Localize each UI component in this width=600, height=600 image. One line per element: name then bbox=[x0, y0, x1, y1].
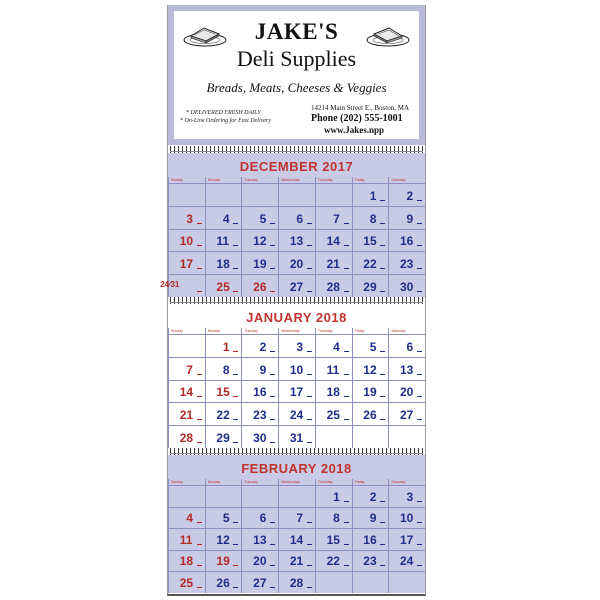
day-cell bbox=[315, 571, 352, 593]
day-divider-mark bbox=[417, 291, 422, 292]
day-divider-mark bbox=[233, 223, 238, 224]
day-number: 9 bbox=[369, 511, 377, 526]
day-divider-mark bbox=[197, 442, 202, 443]
bullet-online-ordering: * On-Line Ordering for Fast Delivery bbox=[180, 118, 271, 124]
weekday-label: Sunday bbox=[168, 479, 205, 485]
day-number: 11 bbox=[216, 234, 230, 249]
day-number: 22 bbox=[216, 408, 230, 423]
day-divider-mark bbox=[380, 351, 385, 352]
weekday-label: Tuesday bbox=[241, 328, 278, 334]
day-number: 14 bbox=[289, 532, 304, 547]
day-divider-mark bbox=[270, 291, 275, 292]
day-number: 31 bbox=[289, 431, 304, 445]
day-number: 26 bbox=[216, 576, 230, 590]
day-number: 6 bbox=[259, 511, 267, 526]
day-divider-mark bbox=[344, 374, 349, 375]
day-divider-mark bbox=[197, 291, 202, 292]
day-number: 25 bbox=[216, 280, 230, 294]
day-number: 1 bbox=[333, 489, 340, 504]
day-divider-mark bbox=[344, 396, 349, 397]
day-divider-mark bbox=[417, 374, 422, 375]
day-divider-mark bbox=[270, 268, 275, 269]
day-divider-mark bbox=[270, 223, 275, 224]
day-number: 22 bbox=[363, 257, 377, 272]
month-title: JANUARY 2018 bbox=[246, 310, 347, 325]
day-divider-mark bbox=[307, 442, 312, 443]
day-number: 16 bbox=[253, 385, 267, 400]
day-number: 23 bbox=[363, 554, 377, 569]
weekday-label: Friday bbox=[352, 177, 389, 183]
day-number: 2 bbox=[259, 339, 267, 354]
weekday-label: Friday bbox=[352, 328, 389, 334]
day-divider-mark bbox=[380, 544, 385, 545]
day-number: 23 bbox=[253, 408, 267, 423]
day-cell bbox=[388, 571, 425, 593]
weekday-label: Saturday bbox=[388, 177, 425, 183]
month-title: DECEMBER 2017 bbox=[239, 159, 354, 174]
day-number: 30 bbox=[253, 431, 267, 445]
day-number: 17 bbox=[179, 257, 194, 272]
weekday-label: Saturday bbox=[388, 328, 425, 334]
day-divider-mark bbox=[307, 587, 312, 588]
day-number: 6 bbox=[296, 211, 304, 226]
day-number: 10 bbox=[289, 362, 304, 377]
day-grid bbox=[168, 334, 425, 448]
day-divider-mark bbox=[417, 544, 422, 545]
wall-calendar bbox=[160, 5, 426, 596]
day-number: 18 bbox=[326, 385, 340, 400]
day-number: 14 bbox=[326, 234, 340, 249]
day-number: 5 bbox=[222, 511, 230, 526]
day-grid bbox=[160, 183, 425, 297]
day-number: 21 bbox=[289, 554, 304, 569]
day-number: 7 bbox=[186, 362, 193, 377]
day-divider-mark bbox=[307, 396, 312, 397]
day-divider-mark bbox=[417, 565, 422, 566]
day-number: 25 bbox=[326, 408, 340, 423]
day-number: 2 bbox=[406, 188, 414, 203]
day-divider-mark bbox=[417, 419, 422, 420]
day-number: 22 bbox=[326, 554, 340, 569]
day-divider-mark bbox=[344, 245, 349, 246]
bullet-delivery: * DELIVERED FRESH DAILY bbox=[186, 110, 261, 116]
day-divider-mark bbox=[344, 544, 349, 545]
month-block-2 bbox=[168, 455, 425, 593]
advertiser-header bbox=[168, 5, 425, 145]
day-number: 15 bbox=[363, 234, 377, 249]
day-cell bbox=[168, 485, 205, 507]
day-number: 8 bbox=[369, 211, 377, 226]
day-divider-mark bbox=[233, 565, 238, 566]
day-number: 29 bbox=[216, 431, 230, 445]
day-divider-mark bbox=[344, 268, 349, 269]
day-divider-mark bbox=[307, 419, 312, 420]
header-panel bbox=[174, 11, 419, 139]
day-divider-mark bbox=[270, 419, 275, 420]
day-number: 13 bbox=[289, 234, 304, 249]
day-divider-mark bbox=[270, 245, 275, 246]
day-divider-mark bbox=[380, 223, 385, 224]
day-number: 27 bbox=[400, 408, 414, 423]
day-number: 16 bbox=[363, 532, 377, 547]
phone-number: Phone (202) 555-1001 bbox=[311, 113, 403, 124]
day-cell bbox=[205, 485, 242, 507]
day-cell bbox=[278, 485, 315, 507]
day-divider-mark bbox=[380, 374, 385, 375]
day-cell bbox=[241, 183, 278, 206]
day-divider-mark bbox=[380, 396, 385, 397]
day-number: 13 bbox=[400, 362, 414, 377]
day-number: 4 bbox=[333, 339, 340, 354]
day-divider-mark bbox=[307, 522, 312, 523]
day-divider-mark bbox=[344, 223, 349, 224]
day-number: 10 bbox=[400, 511, 414, 526]
weekday-label: Sunday bbox=[168, 328, 205, 334]
weekday-label: Tuesday bbox=[241, 177, 278, 183]
day-divider-mark bbox=[417, 245, 422, 246]
day-divider-mark bbox=[270, 442, 275, 443]
day-number: 13 bbox=[253, 532, 267, 547]
day-divider-mark bbox=[233, 268, 238, 269]
day-number: 19 bbox=[253, 257, 267, 272]
day-cell bbox=[241, 485, 278, 507]
day-divider-mark bbox=[380, 200, 385, 201]
day-number: 29 bbox=[363, 280, 377, 294]
weekday-label: Sunday bbox=[168, 177, 205, 183]
day-number: 3 bbox=[186, 211, 193, 226]
day-divider-mark bbox=[417, 268, 422, 269]
day-divider-mark bbox=[307, 268, 312, 269]
day-number: 8 bbox=[222, 362, 230, 377]
day-divider-mark bbox=[417, 223, 422, 224]
day-number: 14 bbox=[179, 385, 194, 400]
business-subtitle: Deli Supplies bbox=[236, 46, 357, 71]
day-cell bbox=[388, 425, 425, 448]
weekday-label: Thursday bbox=[315, 328, 352, 334]
day-divider-mark bbox=[270, 351, 275, 352]
day-number: 12 bbox=[216, 532, 230, 547]
day-divider-mark bbox=[197, 419, 202, 420]
day-number: 21 bbox=[326, 257, 340, 272]
day-divider-mark bbox=[197, 374, 202, 375]
weekday-label: Tuesday bbox=[241, 479, 278, 485]
day-divider-mark bbox=[307, 245, 312, 246]
weekday-label: Monday bbox=[205, 328, 242, 334]
day-number: 19 bbox=[216, 554, 230, 569]
day-divider-mark bbox=[233, 291, 238, 292]
day-number: 10 bbox=[179, 234, 194, 249]
day-number: 18 bbox=[216, 257, 230, 272]
day-divider-mark bbox=[233, 522, 238, 523]
day-cell bbox=[278, 183, 315, 206]
day-number: 28 bbox=[326, 280, 340, 294]
day-divider-mark bbox=[197, 245, 202, 246]
day-number: 25 bbox=[179, 576, 194, 590]
day-cell bbox=[315, 425, 352, 448]
weekday-label: Wednesday bbox=[278, 328, 315, 334]
day-divider-mark bbox=[417, 396, 422, 397]
day-number: 28 bbox=[179, 431, 194, 445]
day-divider-mark bbox=[417, 351, 422, 352]
weekday-label: Saturday bbox=[388, 479, 425, 485]
day-number: 4 bbox=[222, 211, 230, 226]
business-name: JAKE'S bbox=[254, 19, 339, 44]
day-divider-mark bbox=[233, 587, 238, 588]
day-divider-mark bbox=[197, 565, 202, 566]
day-number: 21 bbox=[179, 408, 194, 423]
day-number: 11 bbox=[326, 362, 340, 377]
month-block-0 bbox=[160, 153, 425, 297]
day-number: 15 bbox=[216, 385, 230, 400]
day-number: 24⁄31 bbox=[160, 280, 180, 289]
day-divider-mark bbox=[270, 396, 275, 397]
tagline: Breads, Meats, Cheeses & Veggies bbox=[206, 80, 387, 95]
day-number: 5 bbox=[259, 211, 267, 226]
day-cell bbox=[352, 425, 389, 448]
day-divider-mark bbox=[270, 544, 275, 545]
day-divider-mark bbox=[344, 291, 349, 292]
day-number: 1 bbox=[369, 188, 377, 203]
day-number: 7 bbox=[296, 511, 304, 526]
day-divider-mark bbox=[417, 522, 422, 523]
day-number: 9 bbox=[406, 211, 414, 226]
day-divider-mark bbox=[270, 374, 275, 375]
day-number: 17 bbox=[289, 385, 304, 400]
day-divider-mark bbox=[233, 419, 238, 420]
day-divider-mark bbox=[307, 374, 312, 375]
day-number: 20 bbox=[253, 554, 267, 569]
day-divider-mark bbox=[380, 245, 385, 246]
day-number: 24 bbox=[400, 554, 414, 569]
day-cell bbox=[168, 183, 205, 206]
day-cell bbox=[315, 183, 352, 206]
day-divider-mark bbox=[197, 544, 202, 545]
spiral-binding bbox=[170, 448, 423, 455]
day-number: 30 bbox=[400, 280, 414, 294]
day-grid bbox=[168, 485, 425, 599]
day-divider-mark bbox=[307, 291, 312, 292]
day-divider-mark bbox=[380, 522, 385, 523]
day-number: 16 bbox=[400, 234, 414, 249]
weekday-label: Thursday bbox=[315, 177, 352, 183]
day-divider-mark bbox=[270, 565, 275, 566]
day-divider-mark bbox=[380, 565, 385, 566]
month-block-1 bbox=[168, 304, 425, 448]
day-cell bbox=[352, 571, 389, 593]
day-number: 19 bbox=[363, 385, 377, 400]
day-number: 4 bbox=[186, 511, 193, 526]
day-number: 12 bbox=[363, 362, 377, 377]
day-divider-mark bbox=[417, 501, 422, 502]
day-divider-mark bbox=[233, 374, 238, 375]
day-divider-mark bbox=[344, 419, 349, 420]
day-divider-mark bbox=[197, 268, 202, 269]
day-divider-mark bbox=[380, 268, 385, 269]
day-divider-mark bbox=[380, 291, 385, 292]
day-divider-mark bbox=[197, 587, 202, 588]
day-number: 24 bbox=[289, 408, 304, 423]
day-number: 5 bbox=[369, 339, 377, 354]
weekday-label: Friday bbox=[352, 479, 389, 485]
day-number: 20 bbox=[289, 257, 304, 272]
day-divider-mark bbox=[270, 522, 275, 523]
day-number: 18 bbox=[179, 554, 194, 569]
day-divider-mark bbox=[344, 565, 349, 566]
day-number: 9 bbox=[259, 362, 267, 377]
day-number: 3 bbox=[296, 339, 304, 354]
day-number: 17 bbox=[400, 532, 414, 547]
weekday-label: Wednesday bbox=[278, 177, 315, 183]
spiral-binding bbox=[170, 297, 423, 304]
day-divider-mark bbox=[197, 223, 202, 224]
day-number: 26 bbox=[253, 280, 267, 294]
day-number: 6 bbox=[406, 339, 414, 354]
day-divider-mark bbox=[233, 544, 238, 545]
day-divider-mark bbox=[307, 544, 312, 545]
day-divider-mark bbox=[344, 351, 349, 352]
day-number: 7 bbox=[333, 211, 340, 226]
day-number: 27 bbox=[289, 280, 304, 294]
day-divider-mark bbox=[307, 223, 312, 224]
day-divider-mark bbox=[270, 587, 275, 588]
day-number: 1 bbox=[222, 339, 230, 354]
day-divider-mark bbox=[307, 351, 312, 352]
day-divider-mark bbox=[380, 419, 385, 420]
day-number: 12 bbox=[253, 234, 267, 249]
weekday-label: Thursday bbox=[315, 479, 352, 485]
day-divider-mark bbox=[417, 200, 422, 201]
weekday-label: Monday bbox=[205, 177, 242, 183]
day-number: 8 bbox=[333, 511, 340, 526]
day-divider-mark bbox=[233, 396, 238, 397]
street-address: 14214 Main Street E., Boston, MA bbox=[311, 104, 409, 112]
day-number: 11 bbox=[179, 532, 193, 547]
day-cell bbox=[205, 183, 242, 206]
day-divider-mark bbox=[233, 351, 238, 352]
month-title: FEBRUARY 2018 bbox=[241, 461, 352, 476]
day-number: 27 bbox=[253, 576, 267, 590]
day-divider-mark bbox=[344, 522, 349, 523]
day-divider-mark bbox=[197, 396, 202, 397]
day-number: 23 bbox=[400, 257, 414, 272]
day-number: 2 bbox=[369, 489, 377, 504]
day-number: 3 bbox=[406, 489, 414, 504]
day-divider-mark bbox=[197, 522, 202, 523]
day-number: 28 bbox=[289, 576, 304, 590]
website: www.Jakes.npp bbox=[324, 125, 385, 135]
weekday-label: Monday bbox=[205, 479, 242, 485]
day-number: 26 bbox=[363, 408, 377, 423]
day-number: 15 bbox=[326, 532, 340, 547]
day-number: 20 bbox=[400, 385, 414, 400]
day-divider-mark bbox=[233, 245, 238, 246]
weekday-label: Wednesday bbox=[278, 479, 315, 485]
day-divider-mark bbox=[344, 501, 349, 502]
day-divider-mark bbox=[233, 442, 238, 443]
day-cell bbox=[168, 334, 205, 357]
day-divider-mark bbox=[380, 501, 385, 502]
spiral-binding bbox=[170, 146, 423, 153]
day-divider-mark bbox=[307, 565, 312, 566]
